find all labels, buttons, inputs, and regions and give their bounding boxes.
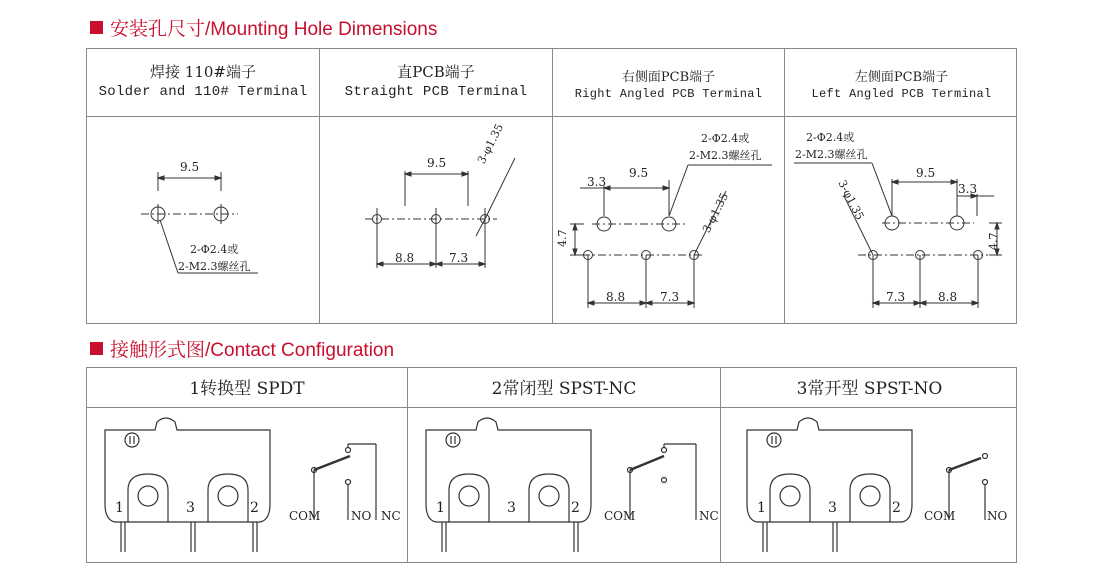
hole-spec-a: 2-Φ2.4或: [701, 132, 750, 145]
com-label: COM: [604, 509, 636, 523]
dim-8-8: 8.8: [938, 290, 958, 304]
header-spst-nc: 2常闭型 SPST-NC: [491, 379, 637, 399]
dim-7-3: 7.3: [886, 290, 906, 304]
com-label: COM: [924, 509, 956, 523]
header-straight-pcb: 直PCB端子 Straight PCB Terminal: [344, 63, 528, 100]
contact-section-title: 接触形式图/Contact Configuration: [90, 335, 394, 362]
hole-spec-a: 2-Φ2.4或: [190, 243, 239, 256]
solder-terminal-drawing: [86, 116, 318, 324]
no-label: NO: [987, 509, 1008, 523]
nc-label: NC: [699, 509, 719, 523]
dim-7-3: 7.3: [449, 251, 469, 265]
pin-3-label: 3: [507, 500, 516, 516]
straight-pcb-drawing: [319, 116, 551, 324]
dim-3-3: 3.3: [958, 182, 978, 196]
dim-7-3: 7.3: [660, 290, 680, 304]
pin-1-label: 1: [757, 500, 766, 516]
dim-3-3: 3.3: [587, 175, 607, 189]
dim-9-5: 9.5: [427, 156, 447, 170]
hole-spec-b: 2-M2.3螺丝孔: [178, 260, 251, 273]
pin-3-label: 3: [186, 500, 195, 516]
dim-phi-1-35: 3-φ1.35: [835, 178, 867, 223]
header-spdt: 1转换型 SPDT: [189, 379, 305, 399]
spst-no-switch-body: [742, 412, 922, 562]
pin-1-label: 1: [436, 500, 445, 516]
pin-3-label: 3: [828, 500, 837, 516]
mounting-section-title: 安装孔尺寸/Mounting Hole Dimensions: [90, 14, 437, 41]
square-bullet-icon: [90, 342, 103, 355]
spdt-switch-body: [100, 412, 280, 562]
pin-2-label: 2: [250, 500, 259, 516]
no-label: NO: [351, 509, 372, 523]
dim-9-5: 9.5: [916, 166, 936, 180]
dim-phi-1-35: 3-φ1.35: [475, 121, 507, 166]
hole-spec-a: 2-Φ2.4或: [806, 131, 855, 144]
square-bullet-icon: [90, 21, 103, 34]
pin-2-label: 2: [892, 500, 901, 516]
header-solder-terminal: 焊接 110#端子 Solder and 110# Terminal: [98, 63, 308, 100]
header-spst-no: 3常开型 SPST-NO: [796, 379, 943, 399]
pin-2-label: 2: [571, 500, 580, 516]
hole-spec-b: 2-M2.3螺丝孔: [795, 148, 868, 161]
spst-nc-switch-body: [421, 412, 601, 562]
header-right-angled-pcb: 右侧面PCB端子 Right Angled PCB Terminal: [574, 70, 763, 101]
pin-1-label: 1: [115, 500, 124, 516]
header-left-angled-pcb: 左侧面PCB端子 Left Angled PCB Terminal: [811, 70, 992, 101]
dim-8-8: 8.8: [606, 290, 626, 304]
hole-spec-b: 2-M2.3螺丝孔: [689, 149, 762, 162]
dim-8-8: 8.8: [395, 251, 415, 265]
dim-4-7: 4.7: [556, 229, 569, 247]
dim-4-7: 4.7: [987, 232, 1000, 250]
dim-9-5: 9.5: [629, 166, 649, 180]
com-label: COM: [289, 509, 321, 523]
dim-phi-1-35: 3-φ1.35: [700, 190, 732, 235]
dim-9-5: 9.5: [180, 160, 200, 174]
nc-label: NC: [381, 509, 401, 523]
